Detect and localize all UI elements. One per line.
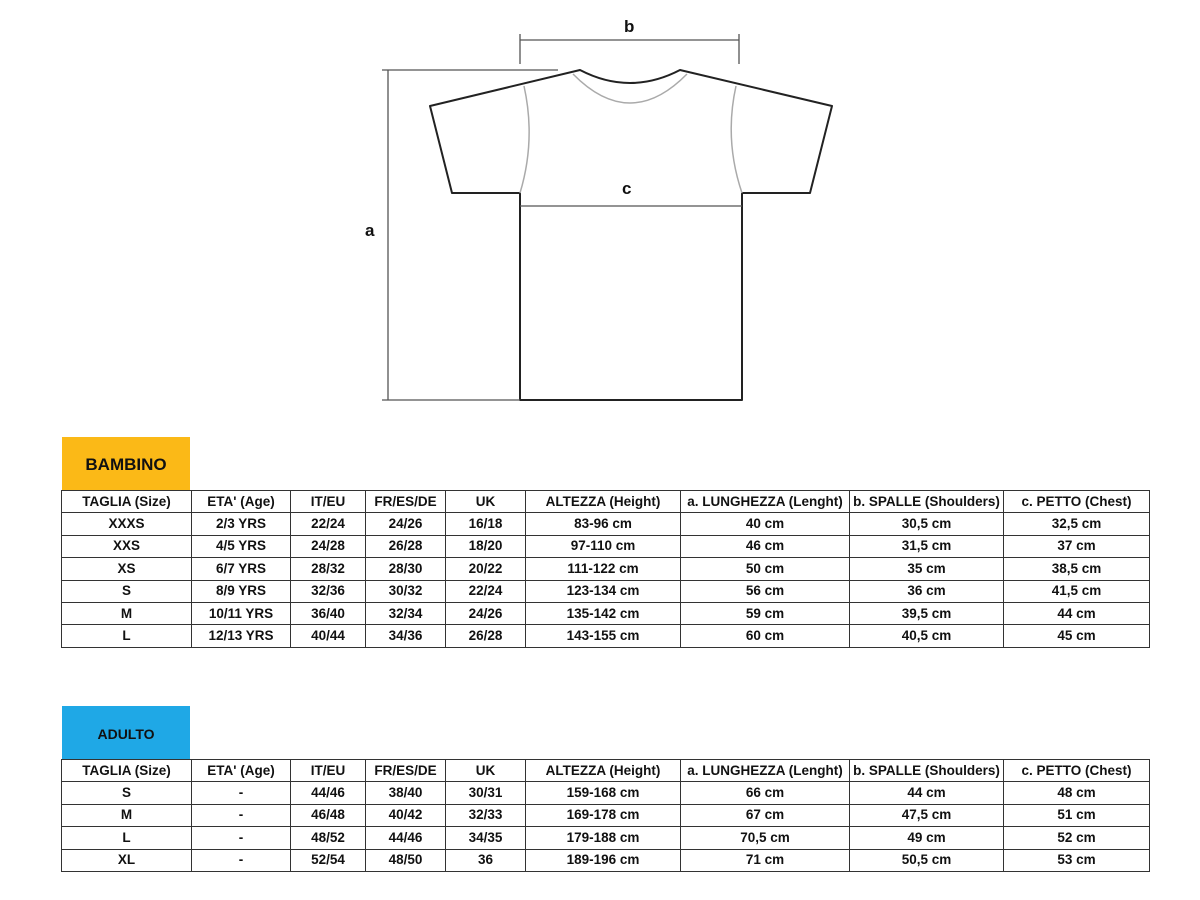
cell-age: 6/7 YRS	[192, 558, 291, 580]
cell-fr-es-de: 32/34	[366, 602, 446, 624]
cell-uk: 34/35	[446, 827, 526, 849]
measure-label-c: c	[622, 179, 632, 198]
cell-fr-es-de: 26/28	[366, 535, 446, 557]
cell-fr-es-de: 48/50	[366, 849, 446, 871]
cell-shoulders: 49 cm	[850, 827, 1004, 849]
cell-size: XL	[62, 849, 192, 871]
cell-size: S	[62, 580, 192, 602]
size-table-adulto	[61, 759, 1150, 872]
cell-length: 56 cm	[681, 580, 850, 602]
cell-size: M	[62, 804, 192, 826]
header-row	[62, 760, 1150, 782]
cell-length: 66 cm	[681, 782, 850, 804]
cell-uk: 30/31	[446, 782, 526, 804]
cell-length: 40 cm	[681, 513, 850, 535]
cell-it-eu: 52/54	[291, 849, 366, 871]
header-size: TAGLIA (Size)	[62, 760, 192, 782]
cell-it-eu: 46/48	[291, 804, 366, 826]
cell-age: -	[192, 827, 291, 849]
table-header	[62, 491, 1150, 513]
cell-shoulders: 39,5 cm	[850, 602, 1004, 624]
cell-fr-es-de: 44/46	[366, 827, 446, 849]
cell-age: 8/9 YRS	[192, 580, 291, 602]
section-label-bambino: BAMBINO	[62, 437, 190, 490]
cell-shoulders: 40,5 cm	[850, 625, 1004, 647]
cell-it-eu: 36/40	[291, 602, 366, 624]
table-row	[62, 602, 1150, 624]
header-size: TAGLIA (Size)	[62, 491, 192, 513]
header-fr-es-de: FR/ES/DE	[366, 760, 446, 782]
cell-it-eu: 24/28	[291, 535, 366, 557]
cell-size: XXS	[62, 535, 192, 557]
table-row	[62, 513, 1150, 535]
cell-fr-es-de: 40/42	[366, 804, 446, 826]
cell-it-eu: 28/32	[291, 558, 366, 580]
cell-height: 143-155 cm	[526, 625, 681, 647]
cell-fr-es-de: 38/40	[366, 782, 446, 804]
cell-age: 12/13 YRS	[192, 625, 291, 647]
header-height: ALTEZZA (Height)	[526, 760, 681, 782]
header-it-eu: IT/EU	[291, 760, 366, 782]
header-age: ETA' (Age)	[192, 491, 291, 513]
header-length: a. LUNGHEZZA (Lenght)	[681, 491, 850, 513]
cell-length: 50 cm	[681, 558, 850, 580]
table-body	[62, 782, 1150, 872]
cell-height: 111-122 cm	[526, 558, 681, 580]
cell-chest: 52 cm	[1004, 827, 1150, 849]
cell-size: L	[62, 827, 192, 849]
cell-shoulders: 35 cm	[850, 558, 1004, 580]
table-row	[62, 625, 1150, 647]
cell-height: 189-196 cm	[526, 849, 681, 871]
cell-chest: 53 cm	[1004, 849, 1150, 871]
cell-it-eu: 44/46	[291, 782, 366, 804]
header-uk: UK	[446, 491, 526, 513]
table-row	[62, 827, 1150, 849]
section-label-adulto: ADULTO	[62, 706, 190, 759]
cell-it-eu: 48/52	[291, 827, 366, 849]
header-uk: UK	[446, 760, 526, 782]
cell-fr-es-de: 34/36	[366, 625, 446, 647]
cell-chest: 41,5 cm	[1004, 580, 1150, 602]
cell-it-eu: 32/36	[291, 580, 366, 602]
header-chest: c. PETTO (Chest)	[1004, 760, 1150, 782]
cell-size: XXXS	[62, 513, 192, 535]
cell-height: 179-188 cm	[526, 827, 681, 849]
cell-chest: 32,5 cm	[1004, 513, 1150, 535]
cell-length: 70,5 cm	[681, 827, 850, 849]
cell-shoulders: 36 cm	[850, 580, 1004, 602]
cell-fr-es-de: 28/30	[366, 558, 446, 580]
cell-fr-es-de: 30/32	[366, 580, 446, 602]
cell-shoulders: 30,5 cm	[850, 513, 1004, 535]
cell-chest: 51 cm	[1004, 804, 1150, 826]
cell-age: 4/5 YRS	[192, 535, 291, 557]
header-it-eu: IT/EU	[291, 491, 366, 513]
cell-it-eu: 40/44	[291, 625, 366, 647]
tshirt-collar	[573, 74, 687, 103]
header-fr-es-de: FR/ES/DE	[366, 491, 446, 513]
cell-uk: 24/26	[446, 602, 526, 624]
table-row	[62, 849, 1150, 871]
cell-uk: 16/18	[446, 513, 526, 535]
cell-chest: 37 cm	[1004, 535, 1150, 557]
header-row	[62, 491, 1150, 513]
header-age: ETA' (Age)	[192, 760, 291, 782]
cell-age: -	[192, 782, 291, 804]
cell-age: -	[192, 849, 291, 871]
cell-length: 67 cm	[681, 804, 850, 826]
tshirt-right-sleeve-seam	[731, 86, 742, 193]
tshirt-measurement-diagram	[0, 0, 1200, 430]
table-header	[62, 760, 1150, 782]
header-shoulders: b. SPALLE (Shoulders)	[850, 491, 1004, 513]
size-table-bambino	[61, 490, 1150, 648]
cell-chest: 45 cm	[1004, 625, 1150, 647]
table-body	[62, 513, 1150, 647]
cell-shoulders: 44 cm	[850, 782, 1004, 804]
measure-label-b: b	[624, 17, 635, 36]
header-height: ALTEZZA (Height)	[526, 491, 681, 513]
cell-uk: 20/22	[446, 558, 526, 580]
cell-length: 60 cm	[681, 625, 850, 647]
table-row	[62, 535, 1150, 557]
table-row	[62, 804, 1150, 826]
cell-uk: 32/33	[446, 804, 526, 826]
cell-height: 123-134 cm	[526, 580, 681, 602]
tshirt-outline	[430, 70, 832, 400]
cell-uk: 36	[446, 849, 526, 871]
tshirt-left-sleeve-seam	[520, 86, 529, 193]
cell-height: 169-178 cm	[526, 804, 681, 826]
cell-it-eu: 22/24	[291, 513, 366, 535]
header-chest: c. PETTO (Chest)	[1004, 491, 1150, 513]
cell-age: 10/11 YRS	[192, 602, 291, 624]
cell-length: 59 cm	[681, 602, 850, 624]
cell-fr-es-de: 24/26	[366, 513, 446, 535]
table-row	[62, 782, 1150, 804]
cell-chest: 48 cm	[1004, 782, 1150, 804]
cell-length: 46 cm	[681, 535, 850, 557]
cell-length: 71 cm	[681, 849, 850, 871]
table-row	[62, 558, 1150, 580]
cell-shoulders: 31,5 cm	[850, 535, 1004, 557]
measure-label-a: a	[365, 221, 375, 240]
cell-age: -	[192, 804, 291, 826]
cell-uk: 18/20	[446, 535, 526, 557]
cell-size: XS	[62, 558, 192, 580]
table-row	[62, 580, 1150, 602]
header-shoulders: b. SPALLE (Shoulders)	[850, 760, 1004, 782]
cell-height: 97-110 cm	[526, 535, 681, 557]
cell-height: 159-168 cm	[526, 782, 681, 804]
cell-size: L	[62, 625, 192, 647]
cell-height: 83-96 cm	[526, 513, 681, 535]
cell-shoulders: 50,5 cm	[850, 849, 1004, 871]
header-length: a. LUNGHEZZA (Lenght)	[681, 760, 850, 782]
cell-size: S	[62, 782, 192, 804]
cell-shoulders: 47,5 cm	[850, 804, 1004, 826]
cell-uk: 22/24	[446, 580, 526, 602]
cell-age: 2/3 YRS	[192, 513, 291, 535]
cell-uk: 26/28	[446, 625, 526, 647]
cell-chest: 38,5 cm	[1004, 558, 1150, 580]
cell-chest: 44 cm	[1004, 602, 1150, 624]
cell-height: 135-142 cm	[526, 602, 681, 624]
cell-size: M	[62, 602, 192, 624]
